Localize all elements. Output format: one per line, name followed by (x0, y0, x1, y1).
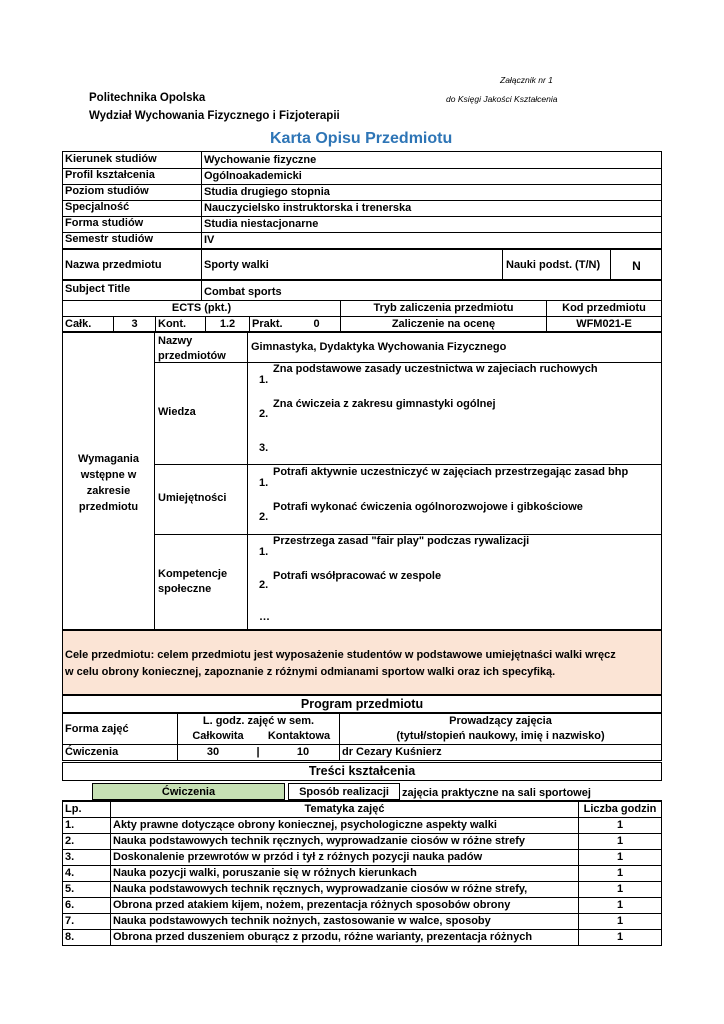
table-row-lp: 8. (65, 931, 75, 943)
info-value-level: Studia drugiego stopnia (204, 186, 330, 198)
info-value-profile: Ogólnoakademicki (204, 170, 302, 182)
table-row-lp: 3. (65, 851, 75, 863)
info-table (62, 151, 662, 249)
program-lecturer-value: dr Cezary Kuśnierz (342, 746, 442, 758)
knowledge-text-2: Zna ćwiczeia z zakresu gimnastyki ogólnej (273, 398, 496, 410)
table-row-topic: Nauka pozycji walki, poruszanie się w różnych kierunkach (113, 867, 417, 879)
info-value-semester: IV (204, 234, 215, 246)
basic-science-value: N (632, 259, 641, 273)
prior-courses-label: Nazwy przedmiotów (158, 335, 226, 362)
subject-title-en-label: Subject Title (65, 283, 131, 295)
university-name: Politechnika Opolska (89, 92, 206, 104)
knowledge-label: Wiedza (158, 406, 196, 418)
info-label-semester: Semestr studiów (65, 233, 154, 245)
ects-total-label: Całk. (65, 318, 92, 330)
info-value-form: Studia niestacjonarne (204, 218, 319, 230)
method-label: Sposób realizacji (288, 783, 400, 800)
program-form-value: Ćwiczenia (65, 746, 119, 758)
subject-name-value: Sporty walki (204, 259, 269, 271)
knowledge-num-1: 1. (259, 374, 269, 386)
skills-text-2: Potrafi wykonać ćwiczenia ogólnorozwojowe i gibkościowe (273, 501, 583, 513)
subject-title-en-row (62, 280, 662, 301)
subject-title-en-value: Combat sports (204, 286, 282, 298)
attachment-number: Załącznik nr 1 (500, 75, 553, 85)
lecturer-header: Prowadzący zajęcia (449, 715, 552, 727)
table-row-lp: 4. (65, 867, 75, 879)
table-row-hours: 1 (616, 867, 624, 879)
table-row-topic: Akty prawne dotyczące obrony koniecznej, psychologiczne aspekty walki (113, 819, 497, 831)
table-row-lp: 5. (65, 883, 75, 895)
col-topic: Tematyka zajęć (304, 803, 385, 815)
table-row-hours: 1 (616, 915, 624, 927)
table-row-topic: Obrona przed atakiem kijem, nożem, prezentacja różnych sposobów obrony (113, 899, 511, 911)
code-header: Kod przedmiotu (562, 302, 646, 314)
program-contact-value: 10 (296, 746, 310, 758)
table-row-hours: 1 (616, 851, 624, 863)
table-row-hours: 1 (616, 835, 624, 847)
program-header (62, 695, 662, 713)
subject-name-row (62, 249, 662, 280)
table-row-hours: 1 (616, 931, 624, 943)
table-row-lp: 2. (65, 835, 75, 847)
table-row-topic: Doskonalenie przewrotów w przód i tył z różnych pozycji nauka padów (113, 851, 483, 863)
page-title: Karta Opisu Przedmiotu (270, 130, 453, 147)
attachment-reference: do Księgi Jakości Kształcenia (446, 94, 558, 104)
table-row-hours: 1 (616, 883, 624, 895)
table-row-lp: 6. (65, 899, 75, 911)
form-tab: Ćwiczenia (92, 783, 285, 800)
skills-num-1: 1. (259, 477, 269, 489)
hours-total-header: Całkowita (192, 730, 244, 742)
ects-header: ECTS (pkt.) (171, 302, 232, 314)
course-goals (62, 630, 662, 695)
hours-contact-header: Kontaktowa (267, 730, 331, 742)
competence-text-1: Przestrzega zasad "fair play" podczas rywalizacji (273, 535, 530, 547)
competence-num-3: … (259, 611, 270, 623)
program-title: Program przedmiotu (300, 697, 424, 711)
lecturer-subheader: (tytuł/stopień naukowy, imię i nazwisko) (396, 730, 605, 742)
info-value-specialty: Nauczycielsko instruktorska i trenerska (204, 202, 412, 214)
table-row-topic: Nauka podstawowych technik ręcznych, wyprowadzanie ciosów w różne strefy (113, 835, 526, 847)
ects-table (62, 300, 662, 332)
table-row-topic: Nauka podstawowych technik ręcznych, wyprowadzanie ciosów w różne strefy, (113, 883, 528, 895)
table-row-lp: 1. (65, 819, 75, 831)
table-row-topic: Nauka podstawowych technik nożnych, zastosowanie w walce, sposoby (113, 915, 491, 927)
info-label-form: Forma studiów (65, 217, 144, 229)
form-label: Forma zajęć (65, 723, 129, 735)
ects-practical-label: Prakt. (252, 318, 283, 330)
faculty-name: Wydział Wychowania Fizycznego i Fizjoterapii (89, 110, 340, 122)
info-label-field: Kierunek studiów (65, 153, 157, 165)
knowledge-text-1: Zna podstawowe zasady uczestnictwa w zajeciach ruchowych (273, 363, 598, 375)
mode-value: Zaliczenie na ocenę (391, 318, 496, 330)
requirements-label: Wymagania wstępne w zakresie przedmiotu (78, 453, 139, 513)
table-row-lp: 7. (65, 915, 75, 927)
ects-contact-label: Kont. (158, 318, 187, 330)
hours-header: L. godz. zajęć w sem. (202, 715, 315, 727)
program-separator: | (256, 746, 260, 758)
ects-total-value: 3 (131, 318, 138, 330)
code-value: WFM021-E (576, 318, 632, 330)
mode-header: Tryb zaliczenia przedmiotu (373, 302, 514, 314)
knowledge-num-3: 3. (259, 442, 269, 454)
info-value-field: Wychowanie fizyczne (204, 154, 317, 166)
table-row-hours: 1 (616, 899, 624, 911)
skills-label: Umiejętności (158, 492, 227, 504)
ects-contact-value: 1.2 (219, 318, 236, 330)
goals-line-1: Cele przedmiotu: celem przedmiotu jest wyposażenie studentów w podstawowe umiejętnaści walki wręcz (65, 649, 616, 661)
content-header (62, 762, 662, 781)
method-value: zajęcia praktyczne na sali sportowej (402, 787, 591, 799)
requirements-table (62, 332, 662, 630)
info-label-profile: Profil kształcenia (65, 169, 155, 181)
skills-num-2: 2. (259, 511, 269, 523)
goals-line-2: w celu obrony koniecznej, zapoznanie z różnymi odmianami sportow walki oraz ich specyfiką. (65, 666, 556, 678)
prior-courses-value: Gimnastyka, Dydaktyka Wychowania Fizycznego (251, 341, 507, 353)
col-hours: Liczba godzin (583, 803, 657, 815)
info-label-specialty: Specjalność (65, 201, 130, 213)
method-row (62, 783, 662, 801)
basic-science-label: Nauki podst. (T/N) (506, 259, 601, 271)
competences-label: Kompetencje społeczne (158, 568, 228, 595)
program-table (62, 713, 662, 761)
skills-text-1: Potrafi aktywnie uczestniczyć w zajęciach przestrzegając zasad bhp (273, 466, 629, 478)
ects-practical-value: 0 (313, 318, 320, 330)
competence-num-2: 2. (259, 579, 269, 591)
knowledge-num-2: 2. (259, 408, 269, 420)
competence-text-2: Potrafi wsółpracować w zespole (273, 570, 442, 582)
col-lp: Lp. (65, 803, 82, 815)
topics-table (62, 801, 662, 946)
subject-name-label: Nazwa przedmiotu (65, 259, 162, 271)
table-row-hours: 1 (616, 819, 624, 831)
program-total-value: 30 (206, 746, 220, 758)
table-row-topic: Obrona przed duszeniem oburącz z przodu, różne warianty, prezentacja różnych (113, 931, 533, 943)
competence-num-1: 1. (259, 546, 269, 558)
content-title: Treści kształcenia (308, 764, 416, 778)
info-label-level: Poziom studiów (65, 185, 149, 197)
